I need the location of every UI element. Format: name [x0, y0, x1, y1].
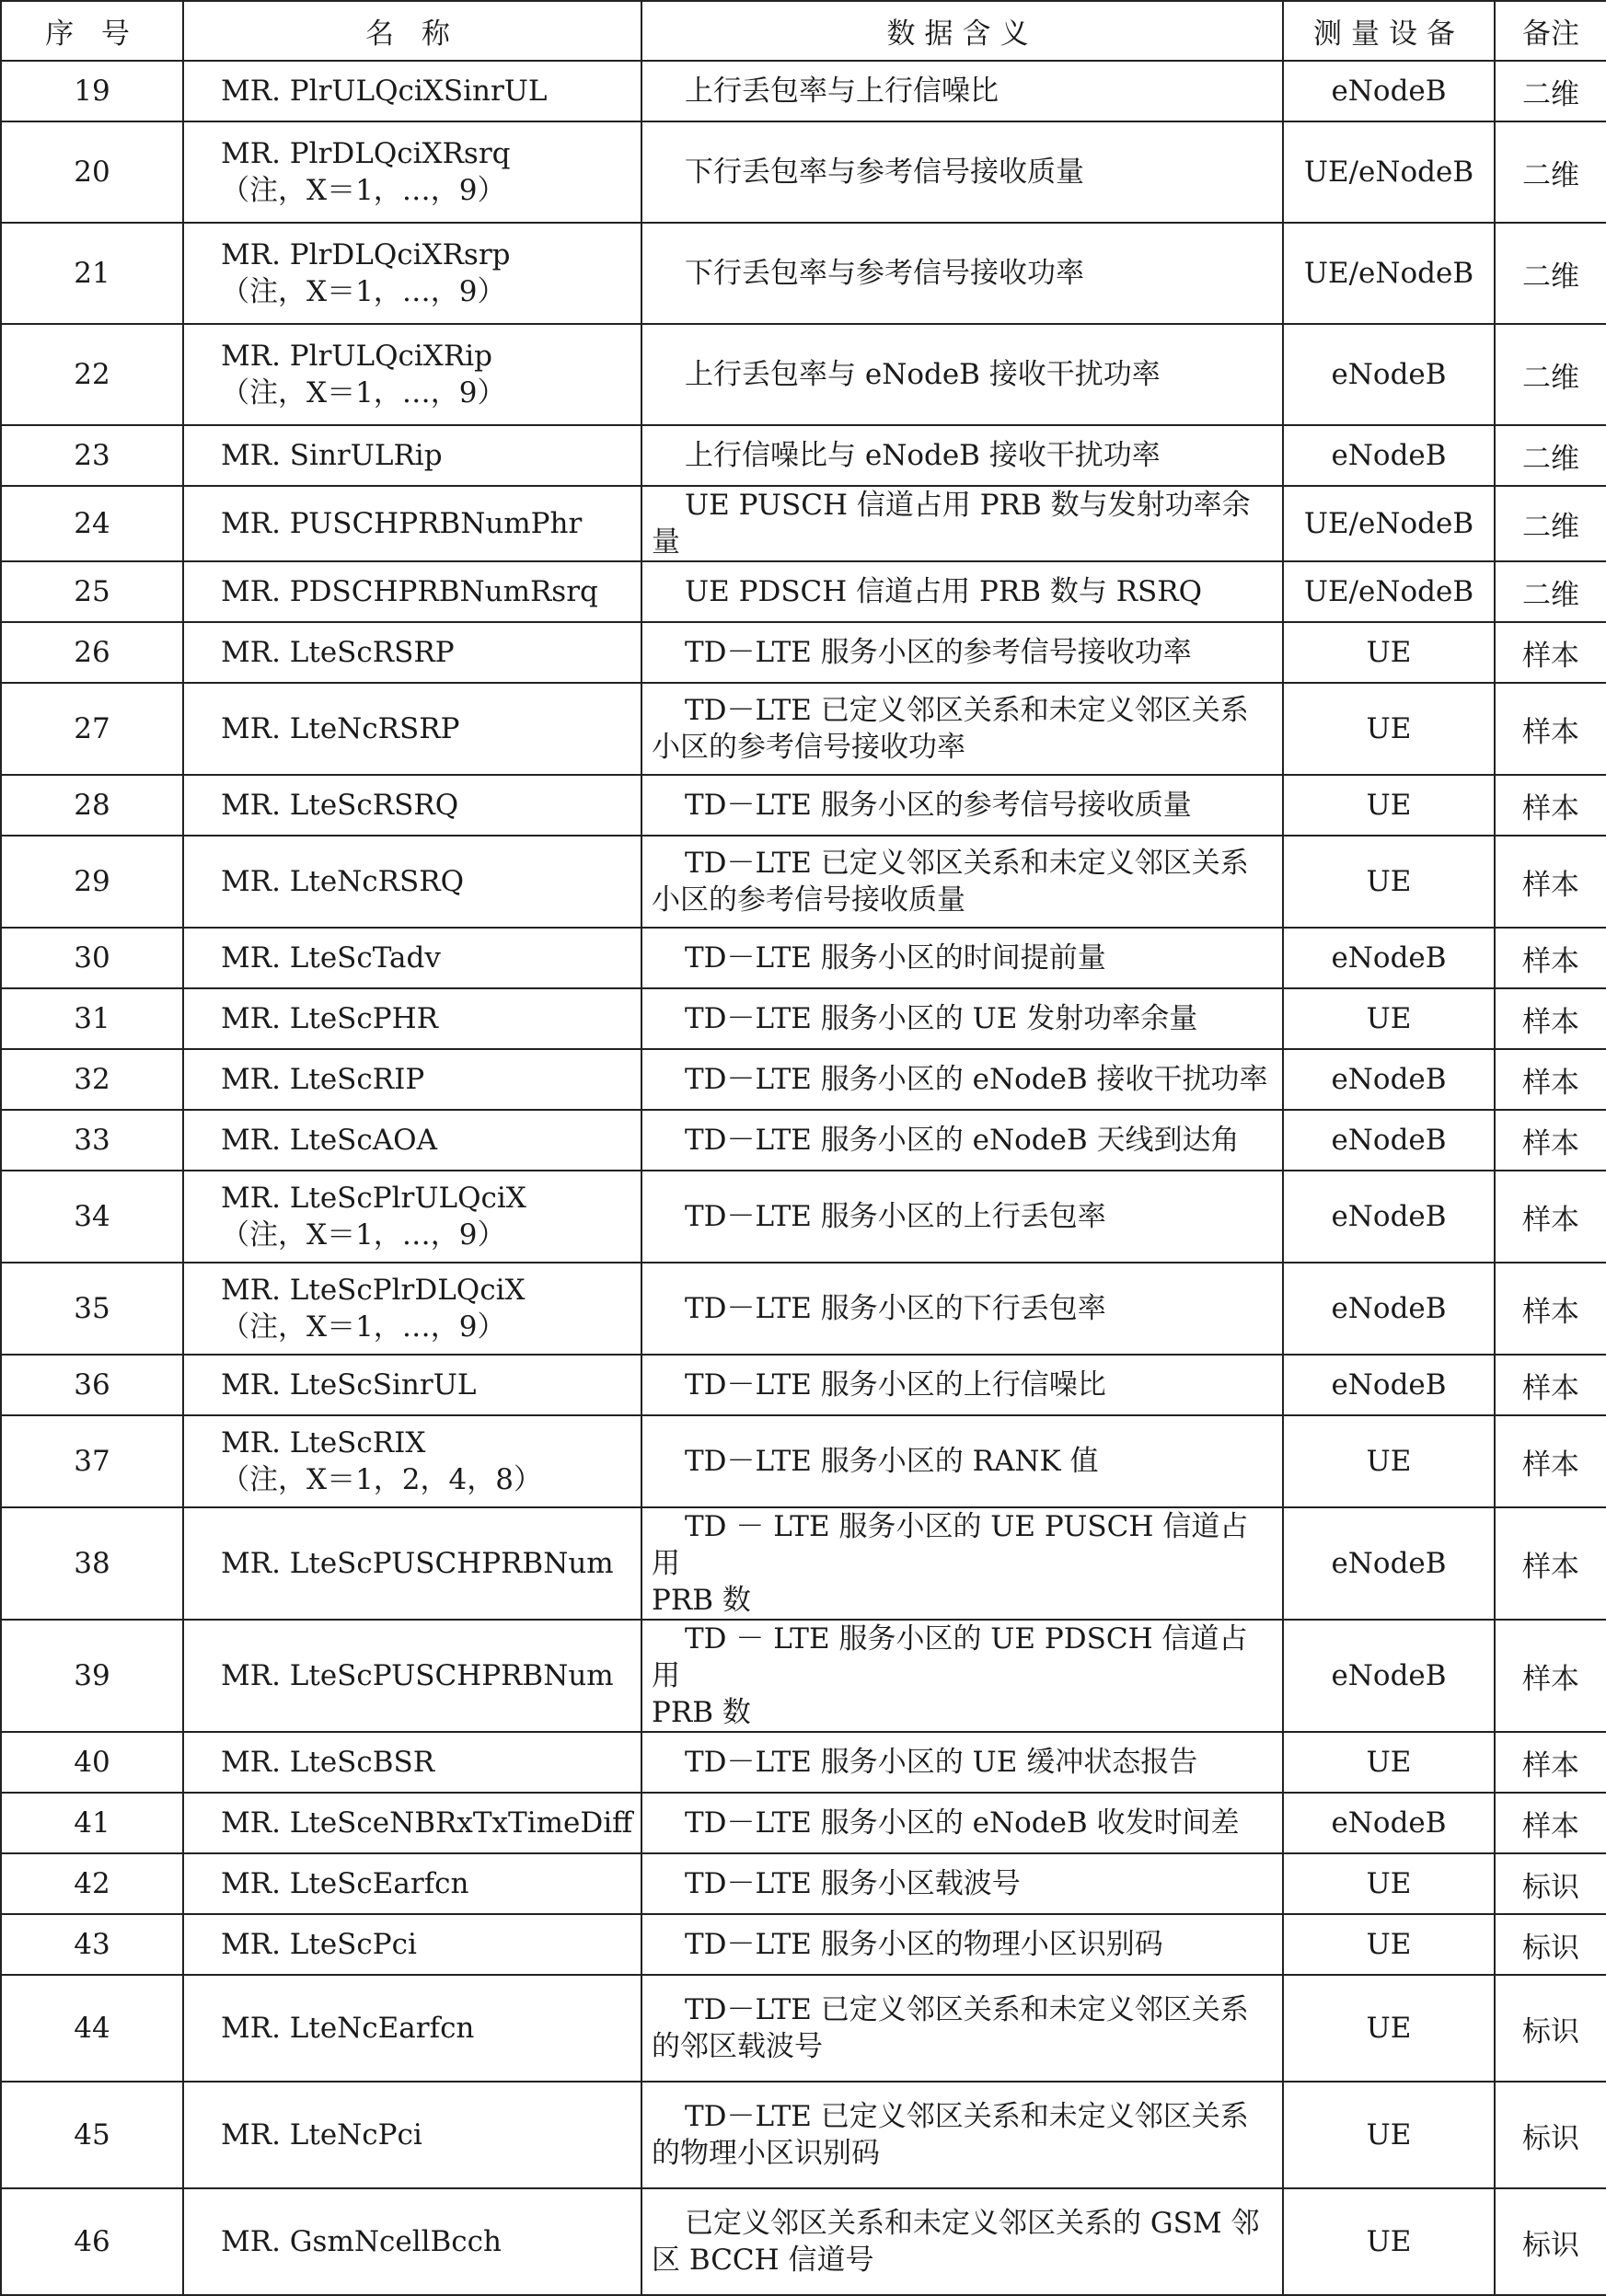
row-number: 25	[1, 561, 183, 622]
meaning-line: TD－LTE 服务小区的参考信号接收功率	[685, 636, 1192, 669]
row-device: eNodeB	[1283, 425, 1495, 486]
meaning-line: UE PDSCH 信道占用 PRB 数与 RSRQ	[685, 575, 1203, 608]
name-line: MR. LteScRSRQ	[221, 789, 459, 822]
row-device: UE/eNodeB	[1283, 121, 1495, 223]
name-line: MR. LteScPlrDLQciX	[221, 1274, 526, 1307]
row-name	[183, 2082, 641, 2188]
meaning-line: TD－LTE 服务小区的物理小区识别码	[685, 1928, 1163, 1961]
name-line: （注，X＝1，2，4，8）	[221, 1463, 542, 1496]
row-name	[183, 928, 641, 988]
row-meaning	[641, 2082, 1283, 2188]
row-meaning	[641, 486, 1283, 561]
table-row	[1, 2082, 1606, 2188]
name-line: MR. LteScRIX	[221, 1426, 426, 1460]
row-number: 38	[1, 1507, 183, 1620]
meaning-line: 上行丢包率与上行信噪比	[685, 75, 999, 108]
row-note: 二维	[1495, 324, 1606, 425]
name-line: MR. PlrDLQciXRsrp	[221, 238, 511, 271]
row-meaning	[641, 775, 1283, 836]
row-meaning	[641, 1171, 1283, 1263]
meaning-line: 的邻区载波号	[652, 2030, 823, 2063]
row-number: 45	[1, 2082, 183, 2188]
row-number: 27	[1, 683, 183, 775]
name-line: MR. LteNcEarfcn	[221, 2012, 475, 2045]
row-device: UE	[1283, 836, 1495, 928]
row-name	[183, 622, 641, 683]
table-row	[1, 1975, 1606, 2082]
table-body	[1, 61, 1606, 2295]
name-line: MR. LteScPUSCHPRBNum	[221, 1659, 614, 1692]
name-line: MR. LteScPci	[221, 1928, 417, 1961]
table-row	[1, 425, 1606, 486]
meaning-line: TD－LTE 服务小区的参考信号接收质量	[685, 789, 1192, 822]
row-meaning	[641, 2188, 1283, 2295]
row-number: 24	[1, 486, 183, 561]
row-device: UE	[1283, 2082, 1495, 2188]
row-name	[183, 1049, 641, 1110]
table-row	[1, 775, 1606, 836]
meaning-line: TD－LTE 服务小区的 eNodeB 收发时间差	[685, 1806, 1240, 1840]
row-note: 样本	[1495, 1049, 1606, 1110]
table-row	[1, 836, 1606, 928]
row-number: 44	[1, 1975, 183, 2082]
row-device: UE/eNodeB	[1283, 486, 1495, 561]
row-note: 标识	[1495, 2082, 1606, 2188]
row-name	[183, 1507, 641, 1620]
name-line: MR. LteNcPci	[221, 2118, 422, 2152]
header-no: 序 号	[1, 1, 183, 61]
row-name	[183, 61, 641, 121]
name-line: MR. LteScPlrULQciX	[221, 1182, 526, 1215]
row-number: 35	[1, 1263, 183, 1355]
row-name	[183, 324, 641, 425]
meaning-line: TD－LTE 已定义邻区关系和未定义邻区关系	[685, 694, 1249, 727]
row-device: eNodeB	[1283, 1049, 1495, 1110]
name-line: MR. LteScTadv	[221, 941, 441, 975]
table-row	[1, 1110, 1606, 1171]
table-row	[1, 223, 1606, 324]
meaning-line: TD－LTE 服务小区的 eNodeB 接收干扰功率	[685, 1063, 1268, 1096]
row-name	[183, 1732, 641, 1793]
meaning-line: TD－LTE 服务小区的上行丢包率	[685, 1200, 1106, 1233]
table-row	[1, 1049, 1606, 1110]
meaning-line: 下行丢包率与参考信号接收功率	[685, 257, 1084, 290]
meaning-line: 下行丢包率与参考信号接收质量	[685, 156, 1084, 189]
row-name	[183, 561, 641, 622]
row-name	[183, 683, 641, 775]
row-number: 34	[1, 1171, 183, 1263]
row-device: UE	[1283, 683, 1495, 775]
table-row	[1, 121, 1606, 223]
row-number: 31	[1, 988, 183, 1049]
row-number: 30	[1, 928, 183, 988]
table-row	[1, 1914, 1606, 1975]
row-meaning	[641, 1507, 1283, 1620]
row-note: 样本	[1495, 1732, 1606, 1793]
name-line: MR. LteScEarfcn	[221, 1867, 469, 1900]
meaning-line: TD－LTE 服务小区载波号	[685, 1867, 1021, 1900]
row-meaning	[641, 425, 1283, 486]
row-name	[183, 1793, 641, 1853]
row-meaning	[641, 1620, 1283, 1732]
meaning-line: 已定义邻区关系和未定义邻区关系的 GSM 邻	[685, 2207, 1260, 2240]
table-row	[1, 2188, 1606, 2295]
name-line: （注，X＝1，…，9）	[221, 1310, 506, 1344]
table-row	[1, 324, 1606, 425]
table-row	[1, 486, 1606, 561]
row-device: eNodeB	[1283, 1263, 1495, 1355]
row-name	[183, 1914, 641, 1975]
row-note: 二维	[1495, 121, 1606, 223]
table-row	[1, 1793, 1606, 1853]
table-row	[1, 928, 1606, 988]
header-name: 名 称	[183, 1, 641, 61]
row-meaning	[641, 836, 1283, 928]
meaning-line: 区 BCCH 信道号	[652, 2244, 874, 2277]
table-row	[1, 1732, 1606, 1793]
meaning-line: PRB 数	[652, 1696, 751, 1729]
row-meaning	[641, 1355, 1283, 1415]
name-line: MR. LteScRIP	[221, 1063, 425, 1096]
row-name	[183, 1853, 641, 1914]
header-note: 备注	[1495, 1, 1606, 61]
row-device: eNodeB	[1283, 928, 1495, 988]
row-number: 40	[1, 1732, 183, 1793]
row-device: UE	[1283, 775, 1495, 836]
row-meaning	[641, 1110, 1283, 1171]
table-row	[1, 561, 1606, 622]
row-note: 样本	[1495, 836, 1606, 928]
row-device: UE	[1283, 622, 1495, 683]
meaning-line: TD－LTE 服务小区的下行丢包率	[685, 1292, 1106, 1325]
row-device: UE	[1283, 2188, 1495, 2295]
row-name	[183, 775, 641, 836]
row-number: 21	[1, 223, 183, 324]
name-line: MR. LteNcRSRQ	[221, 865, 464, 898]
row-name	[183, 1355, 641, 1415]
row-note: 样本	[1495, 1355, 1606, 1415]
row-device: UE/eNodeB	[1283, 561, 1495, 622]
row-number: 39	[1, 1620, 183, 1732]
row-note: 二维	[1495, 561, 1606, 622]
meaning-line: UE PUSCH 信道占用 PRB 数与发射功率余量	[652, 489, 1251, 559]
name-line: MR. LteNcRSRP	[221, 712, 460, 745]
name-line: MR. SinrULRip	[221, 439, 443, 472]
header-meaning: 数据含义	[641, 1, 1283, 61]
meaning-line: 的物理小区识别码	[652, 2137, 880, 2170]
table-row	[1, 1415, 1606, 1507]
meaning-line: TD－LTE 服务小区的上行信噪比	[685, 1368, 1106, 1402]
row-name	[183, 121, 641, 223]
row-device: eNodeB	[1283, 1171, 1495, 1263]
meaning-line: 上行信噪比与 eNodeB 接收干扰功率	[685, 439, 1161, 472]
row-note: 二维	[1495, 61, 1606, 121]
name-line: MR. PlrULQciXRip	[221, 340, 492, 373]
name-line: （注，X＝1，…，9）	[221, 174, 506, 207]
row-number: 43	[1, 1914, 183, 1975]
row-name	[183, 1263, 641, 1355]
row-meaning	[641, 1732, 1283, 1793]
row-note: 标识	[1495, 1914, 1606, 1975]
row-device: UE	[1283, 1853, 1495, 1914]
row-note: 二维	[1495, 486, 1606, 561]
row-meaning	[641, 561, 1283, 622]
row-note: 样本	[1495, 1620, 1606, 1732]
row-note: 标识	[1495, 1975, 1606, 2082]
row-note: 样本	[1495, 988, 1606, 1049]
row-device: eNodeB	[1283, 1793, 1495, 1853]
name-line: MR. LteScPHR	[221, 1002, 439, 1035]
row-name	[183, 486, 641, 561]
row-device: UE	[1283, 988, 1495, 1049]
table-row	[1, 988, 1606, 1049]
row-name	[183, 1415, 641, 1507]
row-meaning	[641, 683, 1283, 775]
table-row	[1, 1620, 1606, 1732]
row-device: eNodeB	[1283, 1620, 1495, 1732]
row-name	[183, 1110, 641, 1171]
meaning-line: TD － LTE 服务小区的 UE PDSCH 信道占用	[652, 1622, 1248, 1692]
row-device: UE	[1283, 1732, 1495, 1793]
header-device: 测量设备	[1283, 1, 1495, 61]
row-name	[183, 2188, 641, 2295]
row-meaning	[641, 1263, 1283, 1355]
table-row	[1, 683, 1606, 775]
row-number: 46	[1, 2188, 183, 2295]
meaning-line: TD－LTE 服务小区的 eNodeB 天线到达角	[685, 1124, 1240, 1157]
row-number: 28	[1, 775, 183, 836]
row-note: 二维	[1495, 425, 1606, 486]
row-number: 41	[1, 1793, 183, 1853]
row-name	[183, 988, 641, 1049]
row-number: 22	[1, 324, 183, 425]
row-meaning	[641, 121, 1283, 223]
row-device: eNodeB	[1283, 61, 1495, 121]
row-name	[183, 1620, 641, 1732]
row-name	[183, 1975, 641, 2082]
row-number: 23	[1, 425, 183, 486]
row-name	[183, 223, 641, 324]
row-note: 样本	[1495, 1507, 1606, 1620]
row-number: 26	[1, 622, 183, 683]
row-name	[183, 836, 641, 928]
row-note: 样本	[1495, 1263, 1606, 1355]
table-row	[1, 1507, 1606, 1620]
meaning-line: TD－LTE 服务小区的 UE 缓冲状态报告	[685, 1746, 1198, 1779]
name-line: （注，X＝1，…，9）	[221, 376, 506, 410]
row-device: UE	[1283, 1975, 1495, 2082]
row-name	[183, 425, 641, 486]
meaning-line: 上行丢包率与 eNodeB 接收干扰功率	[685, 358, 1161, 391]
meaning-line: TD－LTE 已定义邻区关系和未定义邻区关系	[685, 847, 1249, 880]
name-line: （注，X＝1，…，9）	[221, 1218, 506, 1252]
table-row	[1, 622, 1606, 683]
row-note: 标识	[1495, 1853, 1606, 1914]
row-meaning	[641, 1415, 1283, 1507]
name-line: MR. GsmNcellBcch	[221, 2225, 502, 2258]
row-meaning	[641, 324, 1283, 425]
row-device: eNodeB	[1283, 1110, 1495, 1171]
table-row	[1, 1853, 1606, 1914]
meaning-line: TD－LTE 服务小区的时间提前量	[685, 941, 1106, 975]
name-line: MR. PlrULQciXSinrUL	[221, 75, 548, 108]
row-meaning	[641, 1049, 1283, 1110]
row-meaning	[641, 1793, 1283, 1853]
meaning-line: TD－LTE 已定义邻区关系和未定义邻区关系	[685, 1993, 1249, 2026]
row-number: 29	[1, 836, 183, 928]
name-line: MR. PUSCHPRBNumPhr	[221, 507, 583, 540]
table-row	[1, 1355, 1606, 1415]
name-line: MR. LteScAOA	[221, 1124, 437, 1157]
row-note: 样本	[1495, 1793, 1606, 1853]
row-name	[183, 1171, 641, 1263]
row-note: 样本	[1495, 683, 1606, 775]
row-number: 37	[1, 1415, 183, 1507]
row-meaning	[641, 1914, 1283, 1975]
row-number: 33	[1, 1110, 183, 1171]
meaning-line: 小区的参考信号接收质量	[652, 883, 965, 917]
row-number: 20	[1, 121, 183, 223]
meaning-line: TD－LTE 已定义邻区关系和未定义邻区关系	[685, 2100, 1249, 2133]
name-line: MR. LteScPUSCHPRBNum	[221, 1547, 614, 1580]
row-meaning	[641, 61, 1283, 121]
row-device: eNodeB	[1283, 324, 1495, 425]
row-device: UE/eNodeB	[1283, 223, 1495, 324]
name-line: MR. LteSceNBRxTxTimeDiff	[221, 1806, 633, 1840]
row-note: 样本	[1495, 928, 1606, 988]
row-note: 样本	[1495, 622, 1606, 683]
row-number: 19	[1, 61, 183, 121]
meaning-line: TD － LTE 服务小区的 UE PUSCH 信道占用	[652, 1510, 1249, 1580]
table-row	[1, 61, 1606, 121]
name-line: MR. LteScSinrUL	[221, 1368, 477, 1402]
meaning-line: TD－LTE 服务小区的 RANK 值	[685, 1445, 1099, 1478]
row-note: 标识	[1495, 2188, 1606, 2295]
table-row	[1, 1171, 1606, 1263]
row-meaning	[641, 223, 1283, 324]
row-number: 36	[1, 1355, 183, 1415]
table-row	[1, 1263, 1606, 1355]
name-line: MR. LteScBSR	[221, 1746, 435, 1779]
row-meaning	[641, 1853, 1283, 1914]
name-line: MR. LteScRSRP	[221, 636, 455, 669]
row-device: UE	[1283, 1914, 1495, 1975]
row-device: eNodeB	[1283, 1355, 1495, 1415]
row-device: eNodeB	[1283, 1507, 1495, 1620]
name-line: MR. PDSCHPRBNumRsrq	[221, 575, 598, 608]
meaning-line: TD－LTE 服务小区的 UE 发射功率余量	[685, 1002, 1198, 1035]
meaning-line: PRB 数	[652, 1584, 751, 1617]
row-note: 样本	[1495, 1171, 1606, 1263]
row-note: 样本	[1495, 1415, 1606, 1507]
name-line: MR. PlrDLQciXRsrq	[221, 137, 511, 170]
name-line: （注，X＝1，…，9）	[221, 275, 506, 308]
row-meaning	[641, 1975, 1283, 2082]
row-meaning	[641, 928, 1283, 988]
header-row	[1, 1, 1606, 61]
row-meaning	[641, 622, 1283, 683]
row-note: 样本	[1495, 775, 1606, 836]
row-number: 32	[1, 1049, 183, 1110]
row-number: 42	[1, 1853, 183, 1914]
row-meaning	[641, 988, 1283, 1049]
row-device: UE	[1283, 1415, 1495, 1507]
meaning-line: 小区的参考信号接收功率	[652, 731, 965, 764]
row-note: 样本	[1495, 1110, 1606, 1171]
row-note: 二维	[1495, 223, 1606, 324]
